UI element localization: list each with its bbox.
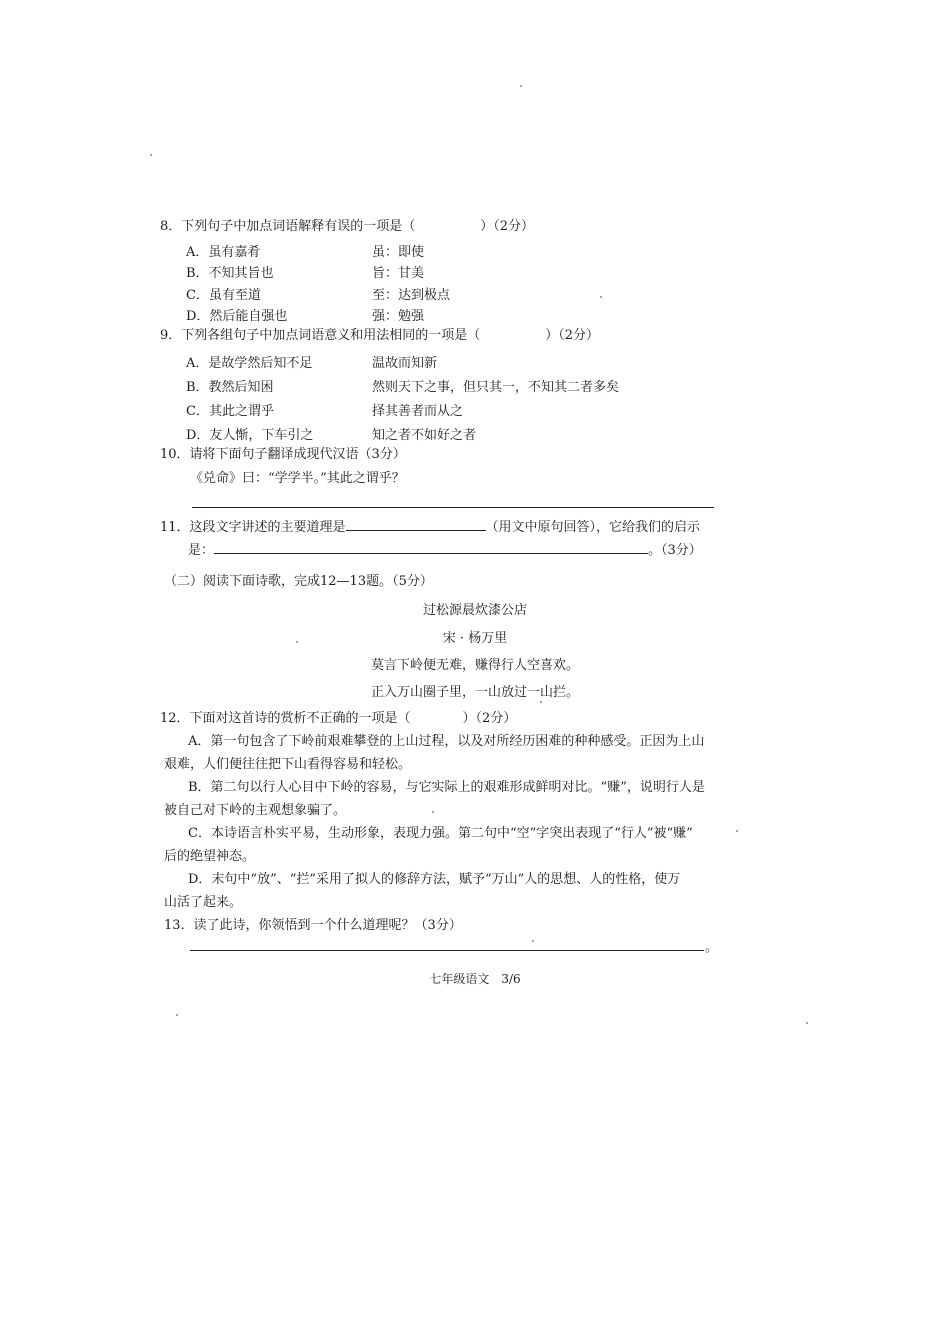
question-12-option-a-line-2: 艰难，人们便往往把下山看得容易和轻松。 [164, 757, 412, 772]
question-12-option-c-line-1: C．本诗语言朴实平易，生动形象，表现力强。第二句中“空”字突出表现了“行人”被“赚” [188, 826, 693, 841]
question-11-blank-2[interactable] [214, 541, 648, 554]
question-8-option-a: A．虽有嘉肴 [186, 245, 261, 260]
question-13-end-mark: 。 [705, 940, 719, 955]
question-8-option-d: D．然后能自强也 [186, 309, 288, 324]
scan-speck [176, 1014, 178, 1016]
question-12-stem: 12．下面对这首诗的赏析不正确的一项是（ ）（2分） [160, 711, 517, 726]
question-8-option-c: C．虽有至道 [186, 288, 261, 303]
question-9-option-b: B．教然后知困 [186, 380, 274, 395]
question-9-stem: 9．下列各组句子中加点词语意义和用法相同的一项是（ ）（2分） [160, 328, 600, 343]
question-11-line-1 [160, 518, 700, 536]
question-12-option-b-line-2: 被自己对下岭的主观想象骗了。 [164, 803, 347, 818]
scan-speck [600, 296, 602, 298]
question-9-option-c: C．其此之谓乎 [186, 404, 274, 419]
question-13-stem: 13．读了此诗，你领悟到一个什么道理呢？（3分） [164, 918, 462, 933]
question-10-answer-line[interactable] [192, 507, 714, 508]
question-8-gloss-a: 虽：即使 [372, 245, 425, 260]
poem-line-2: 正入万山圈子里，一山放过一山拦。 [370, 685, 579, 700]
question-9-gloss-c: 择其善者而从之 [372, 404, 464, 419]
question-8-stem: 8．下列句子中加点词语解释有误的一项是（ ）（2分） [160, 219, 535, 234]
question-12-option-c-line-2: 后的绝望神态。 [164, 849, 256, 864]
question-12-option-d-line-2: 山活了起来。 [164, 895, 243, 910]
scan-speck [540, 701, 542, 703]
question-9-gloss-b: 然则天下之事，但只其一，不知其二者多矣 [372, 380, 620, 395]
question-8-gloss-c: 至：达到极点 [372, 288, 451, 303]
section-2-heading: （二）阅读下面诗歌，完成12—13题。（5分） [164, 574, 433, 589]
scan-speck [736, 830, 738, 832]
question-11-blank-1[interactable] [346, 518, 486, 531]
question-12-option-b-line-1: B．第二句以行人心目中下岭的容易，与它实际上的艰难形成鲜明对比。“赚”，说明行人是 [188, 780, 705, 795]
question-11-part-4: 。（3分） [648, 543, 702, 558]
page-footer: 七年级语文 3/6 [429, 972, 521, 986]
scan-speck [432, 811, 434, 813]
scan-speck [532, 940, 534, 942]
scan-speck [296, 641, 298, 643]
question-12-option-a-line-1: A．第一句包含了下岭前艰难攀登的上山过程，以及对所经历困难的种种感受。正因为上山 [188, 734, 705, 749]
question-8-gloss-b: 旨：甘美 [372, 266, 425, 281]
question-11-part-1: 11．这段文字讲述的主要道理是 [160, 520, 346, 535]
scan-speck [806, 1022, 808, 1024]
scan-speck [150, 154, 152, 156]
question-9-option-a: A．是故学然后知不足 [186, 356, 313, 371]
question-9-gloss-a: 温故而知新 [372, 356, 438, 371]
question-9-gloss-d: 知之者不如好之者 [372, 428, 477, 443]
poem-author: 宋 · 杨万里 [442, 631, 508, 646]
question-9-option-d: D．友人惭，下车引之 [186, 428, 314, 443]
question-8-option-b: B．不知其旨也 [186, 266, 274, 281]
poem-title: 过松源晨炊漆公店 [422, 603, 527, 618]
question-10-sentence: 《兑命》曰：“学学半。”其此之谓乎？ [190, 471, 405, 486]
question-11-part-2: （用文中原句回答），它给我们的启示 [485, 520, 701, 535]
question-13-answer-line[interactable] [190, 950, 704, 951]
scan-speck [520, 85, 522, 87]
question-8-gloss-d: 强：勉强 [372, 309, 425, 324]
question-10-stem: 10．请将下面句子翻译成现代汉语（3分） [160, 447, 406, 462]
question-11-line-2 [188, 541, 702, 559]
question-11-part-3: 是： [188, 543, 215, 558]
poem-line-1: 莫言下岭便无难，赚得行人空喜欢。 [370, 658, 579, 673]
question-12-option-d-line-1: D．末句中“放”、“拦”采用了拟人的修辞方法，赋予“万山”人的思想、人的性格，使万 [188, 872, 681, 887]
